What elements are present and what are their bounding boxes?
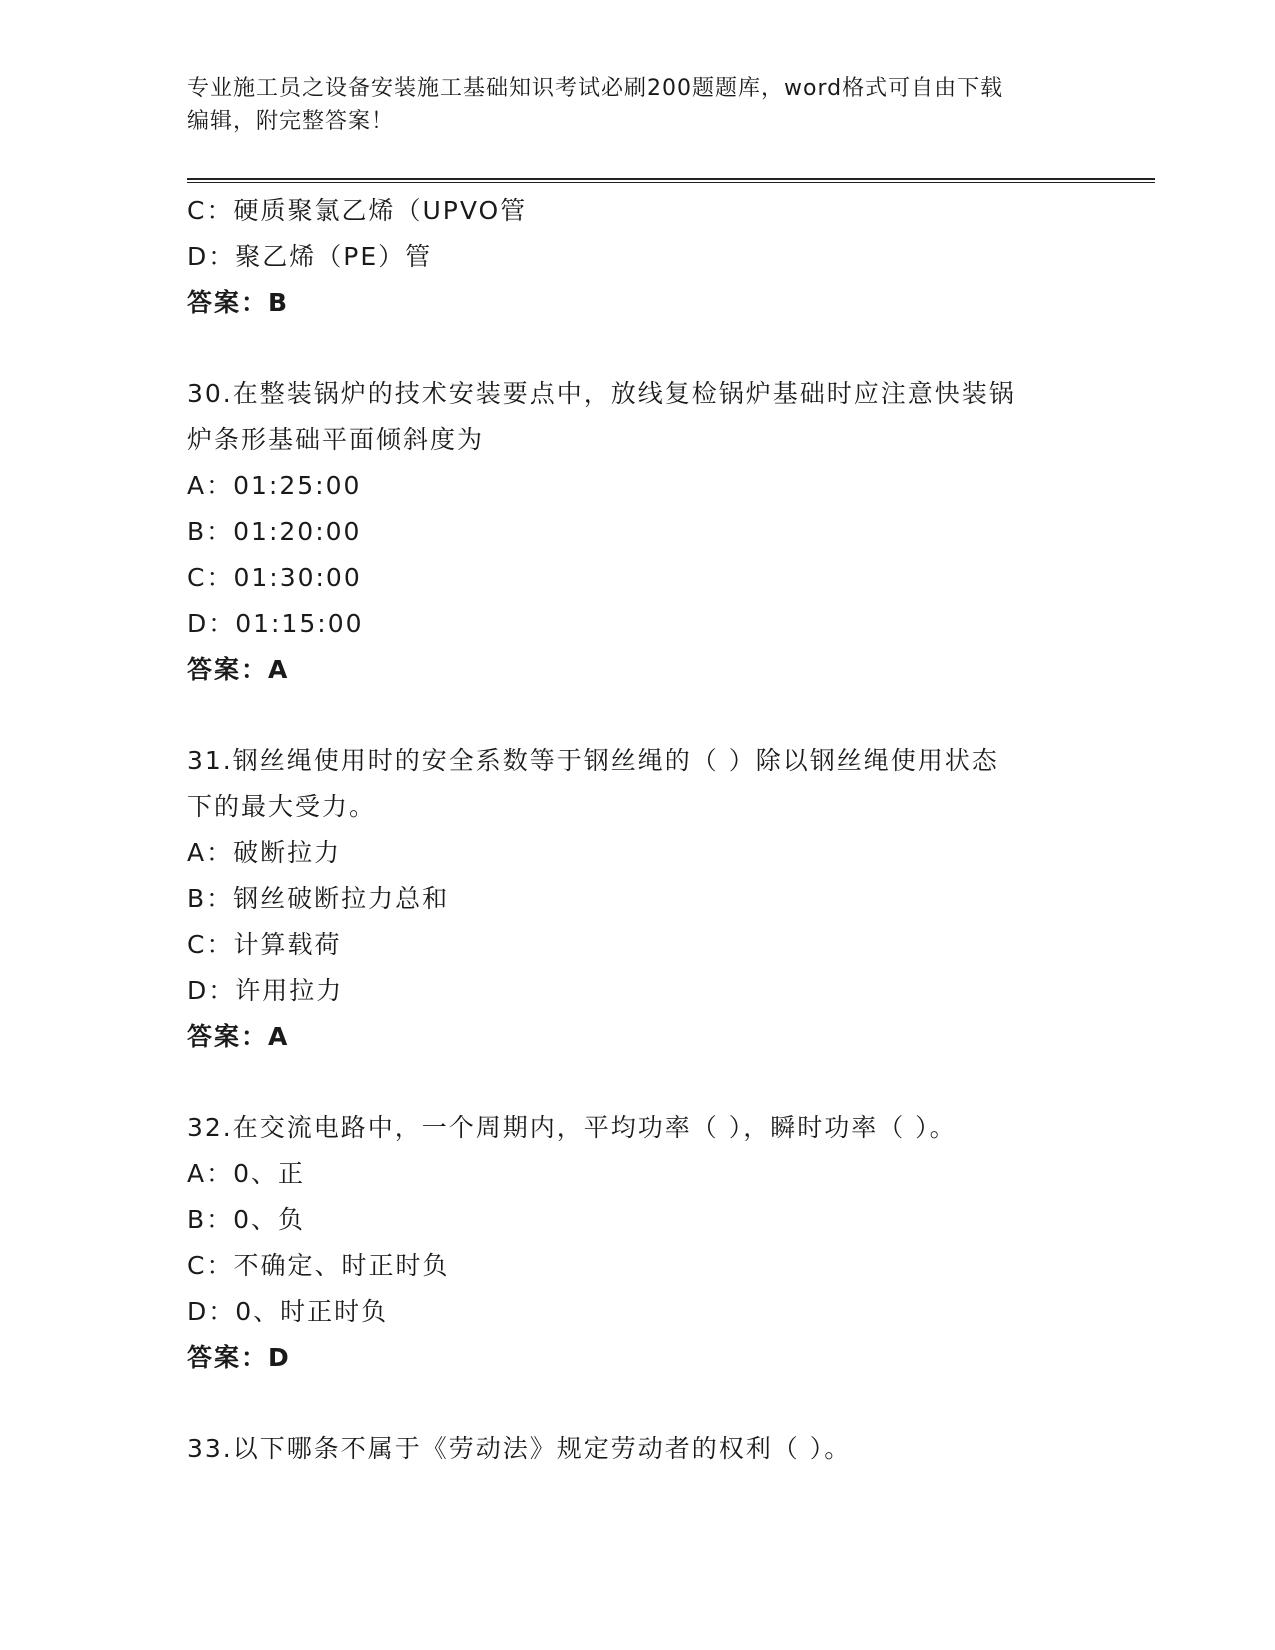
question-stem: 30.在整装锅炉的技术安装要点中，放线复检锅炉基础时应注意快装锅 xyxy=(187,379,1016,408)
spacer xyxy=(187,1381,1087,1426)
question-stem-continued: 下的最大受力。 xyxy=(187,792,377,821)
spacer xyxy=(187,1060,1087,1105)
header-divider xyxy=(187,178,1155,183)
option-d: D：许用拉力 xyxy=(187,976,344,1005)
option-c: C：不确定、时正时负 xyxy=(187,1251,450,1280)
spacer xyxy=(187,693,1087,738)
option-c: C：01:30:00 xyxy=(187,563,362,592)
option-c: C：硬质聚氯乙烯（UPVO管 xyxy=(187,196,528,225)
document-header xyxy=(187,72,1087,138)
header-title-line-1: 专业施工员之设备安装施工基础知识考试必刷200题题库，word格式可自由下载 xyxy=(187,76,1004,101)
question-29-tail xyxy=(187,188,1087,326)
option-d: D：0、时正时负 xyxy=(187,1297,389,1326)
option-b: B：钢丝破断拉力总和 xyxy=(187,884,450,913)
answer-line: 答案：A xyxy=(187,655,290,684)
option-a: A：01:25:00 xyxy=(187,471,362,500)
question-31 xyxy=(187,738,1087,1060)
option-d: D：01:15:00 xyxy=(187,609,364,638)
option-a: A：破断拉力 xyxy=(187,838,342,867)
header-title-line-2: 编辑，附完整答案！ xyxy=(187,109,395,134)
question-stem-continued: 炉条形基础平面倾斜度为 xyxy=(187,425,485,454)
option-b: B：0、负 xyxy=(187,1205,306,1234)
option-b: B：01:20:00 xyxy=(187,517,362,546)
option-c: C：计算载荷 xyxy=(187,930,342,959)
answer-line: 答案：A xyxy=(187,1022,290,1051)
question-list xyxy=(187,188,1087,1472)
question-stem: 32.在交流电路中，一个周期内，平均功率（ ），瞬时功率（ ）。 xyxy=(187,1113,957,1142)
question-stem: 31.钢丝绳使用时的安全系数等于钢丝绳的（ ）除以钢丝绳使用状态 xyxy=(187,746,999,775)
question-30 xyxy=(187,371,1087,693)
option-d: D：聚乙烯（PE）管 xyxy=(187,242,433,271)
question-32 xyxy=(187,1105,1087,1381)
answer-line: 答案：B xyxy=(187,288,290,317)
option-a: A：0、正 xyxy=(187,1159,306,1188)
question-33 xyxy=(187,1426,1087,1472)
answer-line: 答案：D xyxy=(187,1343,291,1372)
spacer xyxy=(187,326,1087,371)
question-stem: 33.以下哪条不属于《劳动法》规定劳动者的权利（ ）。 xyxy=(187,1434,852,1463)
